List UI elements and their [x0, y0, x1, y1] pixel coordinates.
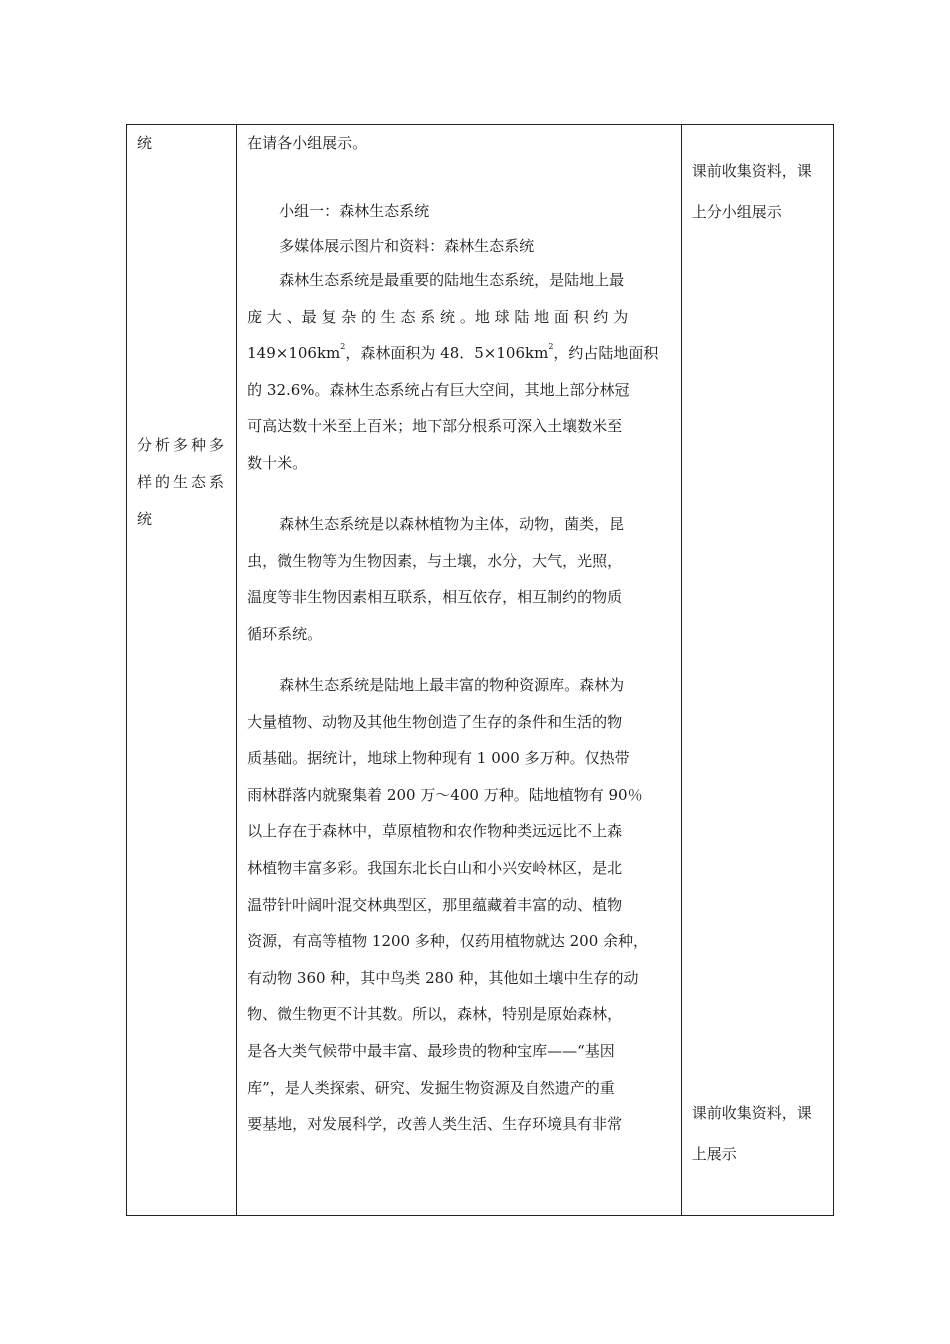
- para-line: 以上存在于森林中，草原植物和农作物种类远远比不上森: [247, 822, 623, 841]
- top-fragment: 统: [137, 134, 153, 152]
- para-line: 数十米。: [247, 453, 308, 472]
- media-line: 多媒体展示图片和资料：森林生态系统: [279, 237, 535, 255]
- para-line: 雨林群落内就聚集着 200 万～400 万种。陆地植物有 90％: [247, 785, 643, 804]
- paragraph-3: [247, 675, 673, 1151]
- note-line: 课前收集资料，课: [691, 1104, 812, 1122]
- topic-line: 分析多种多: [137, 436, 228, 454]
- para-line: 的 32.6%。森林生态系统占有巨大空间，其地上部分林冠: [247, 380, 630, 399]
- note-line: 课前收集资料，课: [691, 162, 812, 180]
- para-line: 物、微生物更不计其数。所以，森林，特别是原始森林，: [247, 1005, 623, 1024]
- note-group-display: [692, 161, 828, 243]
- topic-line: 统: [137, 510, 156, 528]
- para-line: 庞 大 、最 复 杂 的 生 态 系 统 。地 球 陆 地 面 积 约 为: [247, 307, 629, 326]
- para-line: 循环系统。: [247, 624, 323, 643]
- topic-line: 样的生态系: [137, 473, 228, 491]
- note-display: [692, 1103, 828, 1185]
- para-line: $149\times 106km^2$，森林面积为 48．$5\times 106km^2$，约占陆地面积: [247, 342, 659, 363]
- para-line: 森林生态系统是陆地上最丰富的物种资源库。森林为: [279, 676, 625, 694]
- para-line: 是各大类气候带中最丰富、最珍贵的物种宝库——“基因: [247, 1041, 615, 1060]
- para-line: 林植物丰富多彩。我国东北长白山和小兴安岭林区，是北: [247, 858, 623, 877]
- para-line: 虫，微生物等为生物因素，与土壤，水分，大气，光照，: [247, 551, 623, 570]
- lesson-plan-table: [126, 124, 834, 1216]
- note-line: 上展示: [691, 1145, 737, 1163]
- para-line: 库”，是人类探索、研究、发掘生物资源及自然遗产的重: [247, 1078, 615, 1097]
- para-line: 质基础。据统计，地球上物种现有 1 000 多万种。仅热带: [247, 749, 630, 768]
- para-line: 要基地，对发展科学，改善人类生活、生存环境具有非常: [247, 1115, 623, 1134]
- para-line: 资源，有高等植物 1200 多种，仅药用植物就达 200 余种，: [247, 932, 649, 951]
- topic-label: [137, 435, 231, 546]
- group-title: 小组一：森林生态系统: [279, 202, 430, 220]
- para-line: 温度等非生物因素相互联系，相互依存，相互制约的物质: [247, 588, 623, 607]
- paragraph-1: [247, 270, 673, 490]
- paragraph-2: [247, 514, 673, 660]
- para-line: 可高达数十米至上百米；地下部分根系可深入土壤数米至: [247, 417, 623, 436]
- note-line: 上分小组展示: [691, 203, 782, 221]
- topic-column: [127, 125, 237, 1216]
- para-line: 有动物 360 种，其中鸟类 280 种，其他如土壤中生存的动: [247, 968, 639, 987]
- notes-column: [681, 125, 833, 1216]
- para-line: 森林生态系统是以森林植物为主体，动物，菌类，昆: [279, 515, 625, 533]
- intro-text: 在请各小组展示。: [247, 134, 368, 152]
- para-line: 森林生态系统是最重要的陆地生态系统，是陆地上最: [279, 271, 625, 289]
- para-line: 大量植物、动物及其他生物创造了生存的条件和生活的物: [247, 712, 623, 731]
- content-column: [237, 125, 682, 1216]
- para-line: 温带针叶阔叶混交林典型区，那里蕴藏着丰富的动、植物: [247, 895, 623, 914]
